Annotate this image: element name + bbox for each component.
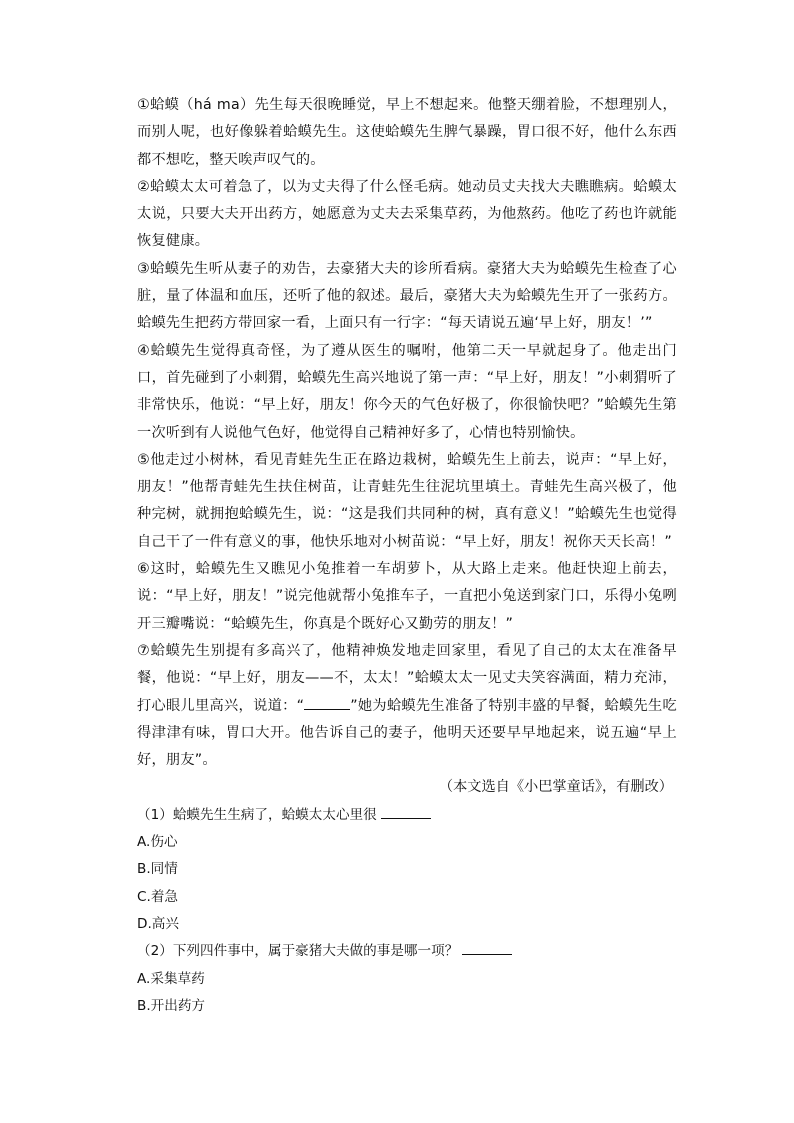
paragraph-2: ②蛤蟆太太可着急了，以为丈夫得了什么怪毛病。她动员丈夫找大夫瞧瞧病。蛤蟆太太说，只要大夫开出药方，她愿意为丈夫去采集草药，为他熬药。他吃了药也许就能恢复健康。: [137, 178, 677, 250]
question-1-stem: [137, 802, 677, 829]
question-2-stem: [137, 938, 677, 965]
question-1-option-d[interactable]: D.高兴: [137, 915, 179, 932]
question-2-option-b[interactable]: B.开出药方: [137, 997, 206, 1014]
question-1-text: （1）蛤蟆先生生病了，蛤蟆太太心里很: [137, 806, 377, 823]
exam-page: [137, 92, 677, 1020]
paragraph-5: ⑤他走过小树林，看见青蛙先生正在路边栽树，蛤蟆先生上前去，说声：“早上好，朋友！”他帮青蛙先生扶住树苗，让青蛙先生往泥坑里填土。青蛙先生高兴极了，他种完树，就拥抱蛤蟆先生，说：“这是我们共同种的树，真有意义！”蛤蟆先生也觉得自己干了一件有意义的事，他快乐地对小树苗说：“早上好，朋友！祝你天天长高！”: [137, 451, 677, 550]
source-citation: （本文选自《小巴掌童话》，有删改）: [438, 779, 673, 796]
paragraph-7-before-blank: ⑦蛤蟆先生别提有多高兴了，他精神焕发地走回家里，看见了自己的太太在准备早餐，他说：“早上好，朋友——不，太太！”蛤蟆太太一见丈夫笑容满面，精力充沛，打心眼儿里高兴，说道：“: [137, 642, 677, 714]
question-2-text: （2）下列四件事中，属于豪猪大夫做的事是哪一项？: [137, 943, 459, 960]
paragraph-6: ⑥这时，蛤蟆先生又瞧见小兔推着一车胡萝卜，从大路上走来。他赶快迎上前去，说：“早上好，朋友！”说完他就帮小兔推车子，一直把小兔送到家门口，乐得小兔咧开三瓣嘴说：“蛤蟆先生，你真是个既好心又勤劳的朋友！”: [137, 561, 677, 632]
question-1-option-a[interactable]: A.伤心: [137, 834, 178, 851]
fill-in-blank[interactable]: [304, 695, 350, 710]
paragraph-1: ①蛤蟆（há ma）先生每天很晚睡觉，早上不想起来。他整天绷着脸，不想理别人，而别人呢，也好像躲着蛤蟆先生。这使蛤蟆先生脾气暴躁，胃口很不好，他什么东西都不想吃，整天唉声叹气的。: [137, 97, 677, 168]
question-2-answer-blank[interactable]: [462, 940, 512, 955]
question-2-option-a[interactable]: A.采集草药: [137, 970, 205, 987]
paragraph-4: ④蛤蟆先生觉得真奇怪，为了遵从医生的嘱咐，他第二天一早就起身了。他走出门口，首先碰到了小刺猬，蛤蟆先生高兴地说了第一声：“早上好，朋友！”小刺猬听了非常快乐，他说：“早上好，朋友！你今天的气色好极了，你很愉快吧？”蛤蟆先生第一次听到有人说他气色好，他觉得自己精神好多了，心情也特别愉快。: [137, 342, 677, 441]
paragraph-3: ③蛤蟆先生听从妻子的劝告，去豪猪大夫的诊所看病。豪猪大夫为蛤蟆先生检查了心脏，量了体温和血压，还听了他的叙述。最后，豪猪大夫为蛤蟆先生开了一张药方。蛤蟆先生把药方带回家一看，上面只有一行字：“每天请说五遍‘早上好，朋友！’”: [137, 260, 677, 332]
paragraph-7: [137, 638, 677, 774]
question-1-option-c[interactable]: C.着急: [137, 888, 179, 905]
question-1-answer-blank[interactable]: [381, 804, 431, 819]
question-1-option-b[interactable]: B.同情: [137, 861, 178, 878]
paragraph-7-after-blank: ”她为蛤蟆先生准备了特别丰盛的早餐，蛤蟆先生吃得津津有味，胃口大开。他告诉自己的妻子，他明天还要早早地起来，说五遍“早上好，朋友”。: [137, 697, 677, 769]
